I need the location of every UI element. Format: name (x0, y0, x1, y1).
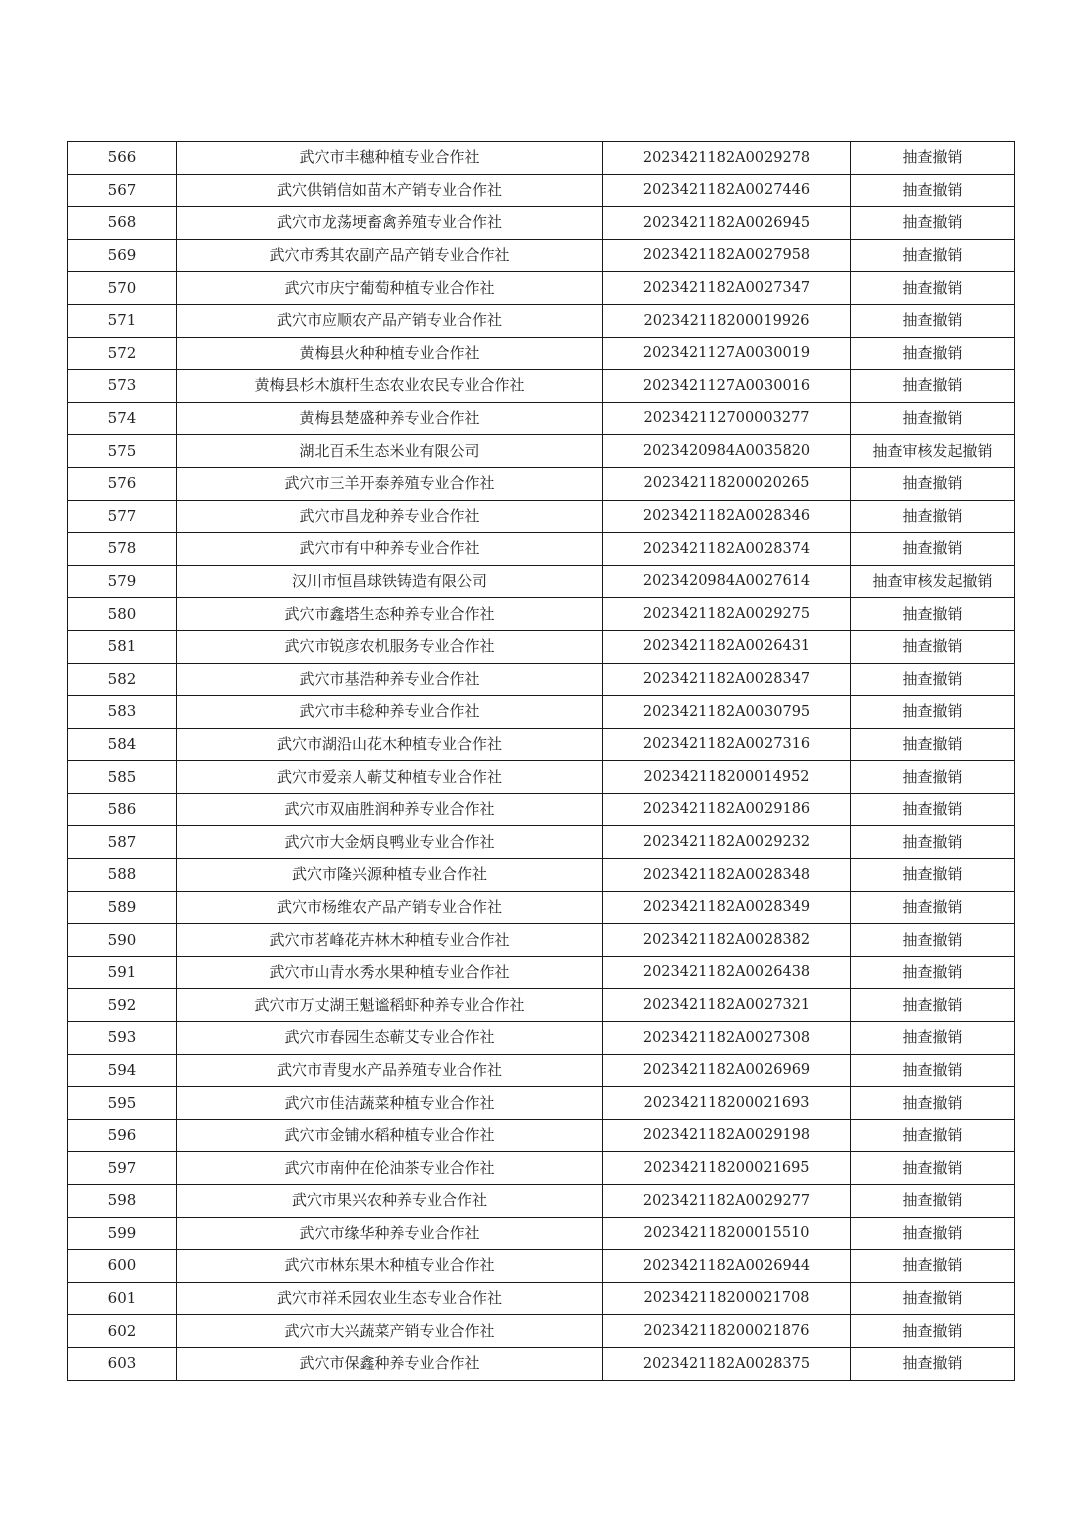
table-row (68, 1217, 1015, 1250)
row-number-cell: 598 (68, 1185, 177, 1218)
table-row (68, 304, 1015, 337)
table-row (68, 435, 1015, 468)
row-number-cell: 579 (68, 565, 177, 598)
row-number-cell: 575 (68, 435, 177, 468)
status-cell: 抽查撤销 (851, 174, 1015, 207)
entity-name-cell: 武穴市秀其农副产品产销专业合作社 (177, 239, 603, 272)
row-number-cell: 589 (68, 891, 177, 924)
status-cell: 抽查撤销 (851, 1022, 1015, 1055)
row-number-cell: 586 (68, 793, 177, 826)
table-row (68, 761, 1015, 794)
table-row (68, 598, 1015, 631)
row-number-cell: 590 (68, 924, 177, 957)
status-cell: 抽查审核发起撤销 (851, 435, 1015, 468)
table-row (68, 1119, 1015, 1152)
table-row (68, 891, 1015, 924)
row-number-cell: 573 (68, 370, 177, 403)
row-number-cell: 599 (68, 1217, 177, 1250)
table-row (68, 1315, 1015, 1348)
status-cell: 抽查撤销 (851, 1250, 1015, 1283)
registration-code-cell: 2023421127A0030016 (603, 370, 851, 403)
entity-name-cell: 武穴市大金炳良鸭业专业合作社 (177, 826, 603, 859)
status-cell: 抽查撤销 (851, 1152, 1015, 1185)
registration-code-cell: 2023421182A0029232 (603, 826, 851, 859)
status-cell: 抽查撤销 (851, 142, 1015, 175)
row-number-cell: 571 (68, 304, 177, 337)
status-cell: 抽查撤销 (851, 467, 1015, 500)
registration-code-cell: 2023421182A0029186 (603, 793, 851, 826)
row-number-cell: 577 (68, 500, 177, 533)
status-cell: 抽查撤销 (851, 793, 1015, 826)
registration-code-cell: 202342118200021695 (603, 1152, 851, 1185)
row-number-cell: 603 (68, 1347, 177, 1380)
row-number-cell: 574 (68, 402, 177, 435)
row-number-cell: 596 (68, 1119, 177, 1152)
entity-name-cell: 武穴市丰穗种植专业合作社 (177, 142, 603, 175)
table-row (68, 1087, 1015, 1120)
status-cell: 抽查撤销 (851, 337, 1015, 370)
table-row (68, 239, 1015, 272)
row-number-cell: 570 (68, 272, 177, 305)
status-cell: 抽查撤销 (851, 533, 1015, 566)
table-row (68, 793, 1015, 826)
entity-name-cell: 武穴市龙荡埂畜禽养殖专业合作社 (177, 207, 603, 240)
registration-code-cell: 2023421182A0029278 (603, 142, 851, 175)
row-number-cell: 601 (68, 1282, 177, 1315)
table-row (68, 402, 1015, 435)
entity-name-cell: 武穴市金铺水稻种植专业合作社 (177, 1119, 603, 1152)
registration-code-cell: 2023421182A0028382 (603, 924, 851, 957)
row-number-cell: 576 (68, 467, 177, 500)
entity-name-cell: 武穴市庆宁葡萄种植专业合作社 (177, 272, 603, 305)
registration-code-cell: 2023421182A0029198 (603, 1119, 851, 1152)
row-number-cell: 591 (68, 956, 177, 989)
table-row (68, 533, 1015, 566)
table-body (68, 142, 1015, 1381)
row-number-cell: 584 (68, 728, 177, 761)
status-cell: 抽查撤销 (851, 826, 1015, 859)
registration-code-cell: 2023421182A0029277 (603, 1185, 851, 1218)
row-number-cell: 600 (68, 1250, 177, 1283)
status-cell: 抽查撤销 (851, 761, 1015, 794)
status-cell: 抽查撤销 (851, 1054, 1015, 1087)
row-number-cell: 568 (68, 207, 177, 240)
entity-name-cell: 武穴市果兴农种养专业合作社 (177, 1185, 603, 1218)
status-cell: 抽查撤销 (851, 1347, 1015, 1380)
registration-code-cell: 2023421182A0026969 (603, 1054, 851, 1087)
registration-code-cell: 2023421182A0027316 (603, 728, 851, 761)
entity-name-cell: 武穴市锐彦农机服务专业合作社 (177, 630, 603, 663)
table-row (68, 1152, 1015, 1185)
registration-code-cell: 202342118200014952 (603, 761, 851, 794)
status-cell: 抽查撤销 (851, 956, 1015, 989)
status-cell: 抽查撤销 (851, 207, 1015, 240)
table-row (68, 565, 1015, 598)
table-row (68, 1185, 1015, 1218)
table-row (68, 1054, 1015, 1087)
row-number-cell: 580 (68, 598, 177, 631)
registration-code-cell: 2023421182A0027446 (603, 174, 851, 207)
entity-name-cell: 武穴市万丈湖王魁谧稻虾种养专业合作社 (177, 989, 603, 1022)
entity-name-cell: 湖北百禾生态米业有限公司 (177, 435, 603, 468)
registration-code-cell: 2023421182A0027308 (603, 1022, 851, 1055)
row-number-cell: 582 (68, 663, 177, 696)
status-cell: 抽查撤销 (851, 272, 1015, 305)
table-row (68, 272, 1015, 305)
registration-code-cell: 202342118200015510 (603, 1217, 851, 1250)
status-cell: 抽查撤销 (851, 630, 1015, 663)
status-cell: 抽查审核发起撤销 (851, 565, 1015, 598)
registration-code-cell: 2023421182A0028349 (603, 891, 851, 924)
entity-name-cell: 武穴市基浩种养专业合作社 (177, 663, 603, 696)
entity-name-cell: 武穴供销信如苗木产销专业合作社 (177, 174, 603, 207)
status-cell: 抽查撤销 (851, 1315, 1015, 1348)
row-number-cell: 588 (68, 859, 177, 892)
table-row (68, 467, 1015, 500)
registration-code-cell: 2023421182A0027347 (603, 272, 851, 305)
registration-code-cell: 2023421127A0030019 (603, 337, 851, 370)
row-number-cell: 587 (68, 826, 177, 859)
registration-code-cell: 2023421182A0026438 (603, 956, 851, 989)
table-row (68, 207, 1015, 240)
row-number-cell: 581 (68, 630, 177, 663)
registration-code-cell: 2023420984A0035820 (603, 435, 851, 468)
entity-name-cell: 武穴市林东果木种植专业合作社 (177, 1250, 603, 1283)
registration-code-cell: 2023421182A0026944 (603, 1250, 851, 1283)
entity-name-cell: 武穴市青叟水产品养殖专业合作社 (177, 1054, 603, 1087)
registration-code-cell: 2023421182A0027321 (603, 989, 851, 1022)
entity-name-cell: 黄梅县杉木旗杆生态农业农民专业合作社 (177, 370, 603, 403)
entity-name-cell: 武穴市佳洁蔬菜种植专业合作社 (177, 1087, 603, 1120)
status-cell: 抽查撤销 (851, 1217, 1015, 1250)
table-row (68, 174, 1015, 207)
registration-code-cell: 2023421182A0030795 (603, 696, 851, 729)
row-number-cell: 592 (68, 989, 177, 1022)
entity-name-cell: 武穴市有中种养专业合作社 (177, 533, 603, 566)
table-row (68, 370, 1015, 403)
registration-code-cell: 202342118200021708 (603, 1282, 851, 1315)
row-number-cell: 602 (68, 1315, 177, 1348)
revocation-table (67, 141, 1015, 1381)
entity-name-cell: 武穴市三羊开泰养殖专业合作社 (177, 467, 603, 500)
entity-name-cell: 武穴市山青水秀水果种植专业合作社 (177, 956, 603, 989)
table-row (68, 826, 1015, 859)
table-row (68, 1347, 1015, 1380)
registration-code-cell: 2023421182A0026945 (603, 207, 851, 240)
status-cell: 抽查撤销 (851, 859, 1015, 892)
table-row (68, 859, 1015, 892)
table-row (68, 500, 1015, 533)
row-number-cell: 595 (68, 1087, 177, 1120)
status-cell: 抽查撤销 (851, 402, 1015, 435)
table-row (68, 924, 1015, 957)
status-cell: 抽查撤销 (851, 1119, 1015, 1152)
entity-name-cell: 黄梅县火种种植专业合作社 (177, 337, 603, 370)
registration-code-cell: 2023421182A0026431 (603, 630, 851, 663)
status-cell: 抽查撤销 (851, 500, 1015, 533)
entity-name-cell: 武穴市杨维农产品产销专业合作社 (177, 891, 603, 924)
table-row (68, 1282, 1015, 1315)
registration-code-cell: 202342118200020265 (603, 467, 851, 500)
status-cell: 抽查撤销 (851, 728, 1015, 761)
registration-code-cell: 202342118200021693 (603, 1087, 851, 1120)
row-number-cell: 578 (68, 533, 177, 566)
status-cell: 抽查撤销 (851, 370, 1015, 403)
status-cell: 抽查撤销 (851, 663, 1015, 696)
row-number-cell: 593 (68, 1022, 177, 1055)
entity-name-cell: 武穴市双庙胜润种养专业合作社 (177, 793, 603, 826)
registration-code-cell: 2023421182A0028346 (603, 500, 851, 533)
entity-name-cell: 武穴市南仲在伦油茶专业合作社 (177, 1152, 603, 1185)
entity-name-cell: 武穴市缘华种养专业合作社 (177, 1217, 603, 1250)
status-cell: 抽查撤销 (851, 239, 1015, 272)
registration-code-cell: 2023421182A0028347 (603, 663, 851, 696)
row-number-cell: 585 (68, 761, 177, 794)
entity-name-cell: 武穴市大兴蔬菜产销专业合作社 (177, 1315, 603, 1348)
entity-name-cell: 武穴市祥禾园农业生态专业合作社 (177, 1282, 603, 1315)
status-cell: 抽查撤销 (851, 696, 1015, 729)
registration-code-cell: 2023421182A0028375 (603, 1347, 851, 1380)
entity-name-cell: 黄梅县楚盛种养专业合作社 (177, 402, 603, 435)
registration-code-cell: 2023420984A0027614 (603, 565, 851, 598)
entity-name-cell: 武穴市爱亲人蕲艾种植专业合作社 (177, 761, 603, 794)
entity-name-cell: 武穴市春园生态蕲艾专业合作社 (177, 1022, 603, 1055)
status-cell: 抽查撤销 (851, 1185, 1015, 1218)
table-row (68, 1250, 1015, 1283)
entity-name-cell: 武穴市应顺农产品产销专业合作社 (177, 304, 603, 337)
status-cell: 抽查撤销 (851, 1087, 1015, 1120)
table-row (68, 337, 1015, 370)
status-cell: 抽查撤销 (851, 1282, 1015, 1315)
status-cell: 抽查撤销 (851, 891, 1015, 924)
status-cell: 抽查撤销 (851, 598, 1015, 631)
entity-name-cell: 武穴市丰稔种养专业合作社 (177, 696, 603, 729)
status-cell: 抽查撤销 (851, 989, 1015, 1022)
table-row (68, 728, 1015, 761)
status-cell: 抽查撤销 (851, 304, 1015, 337)
entity-name-cell: 武穴市隆兴源种植专业合作社 (177, 859, 603, 892)
row-number-cell: 567 (68, 174, 177, 207)
row-number-cell: 572 (68, 337, 177, 370)
registration-code-cell: 2023421182A0029275 (603, 598, 851, 631)
table-row (68, 1022, 1015, 1055)
table-row (68, 696, 1015, 729)
registration-code-cell: 2023421182A0028374 (603, 533, 851, 566)
status-cell: 抽查撤销 (851, 924, 1015, 957)
row-number-cell: 583 (68, 696, 177, 729)
entity-name-cell: 武穴市鑫塔生态种养专业合作社 (177, 598, 603, 631)
row-number-cell: 566 (68, 142, 177, 175)
entity-name-cell: 武穴市湖沿山花木种植专业合作社 (177, 728, 603, 761)
table-row (68, 663, 1015, 696)
table-row (68, 956, 1015, 989)
entity-name-cell: 汉川市恒昌球铁铸造有限公司 (177, 565, 603, 598)
registration-code-cell: 202342118200019926 (603, 304, 851, 337)
table-row (68, 142, 1015, 175)
registration-code-cell: 202342118200021876 (603, 1315, 851, 1348)
row-number-cell: 594 (68, 1054, 177, 1087)
entity-name-cell: 武穴市保鑫种养专业合作社 (177, 1347, 603, 1380)
row-number-cell: 569 (68, 239, 177, 272)
registration-code-cell: 202342112700003277 (603, 402, 851, 435)
row-number-cell: 597 (68, 1152, 177, 1185)
entity-name-cell: 武穴市昌龙种养专业合作社 (177, 500, 603, 533)
registration-code-cell: 2023421182A0028348 (603, 859, 851, 892)
table-row (68, 989, 1015, 1022)
entity-name-cell: 武穴市茗峰花卉林木种植专业合作社 (177, 924, 603, 957)
table-row (68, 630, 1015, 663)
registration-code-cell: 2023421182A0027958 (603, 239, 851, 272)
